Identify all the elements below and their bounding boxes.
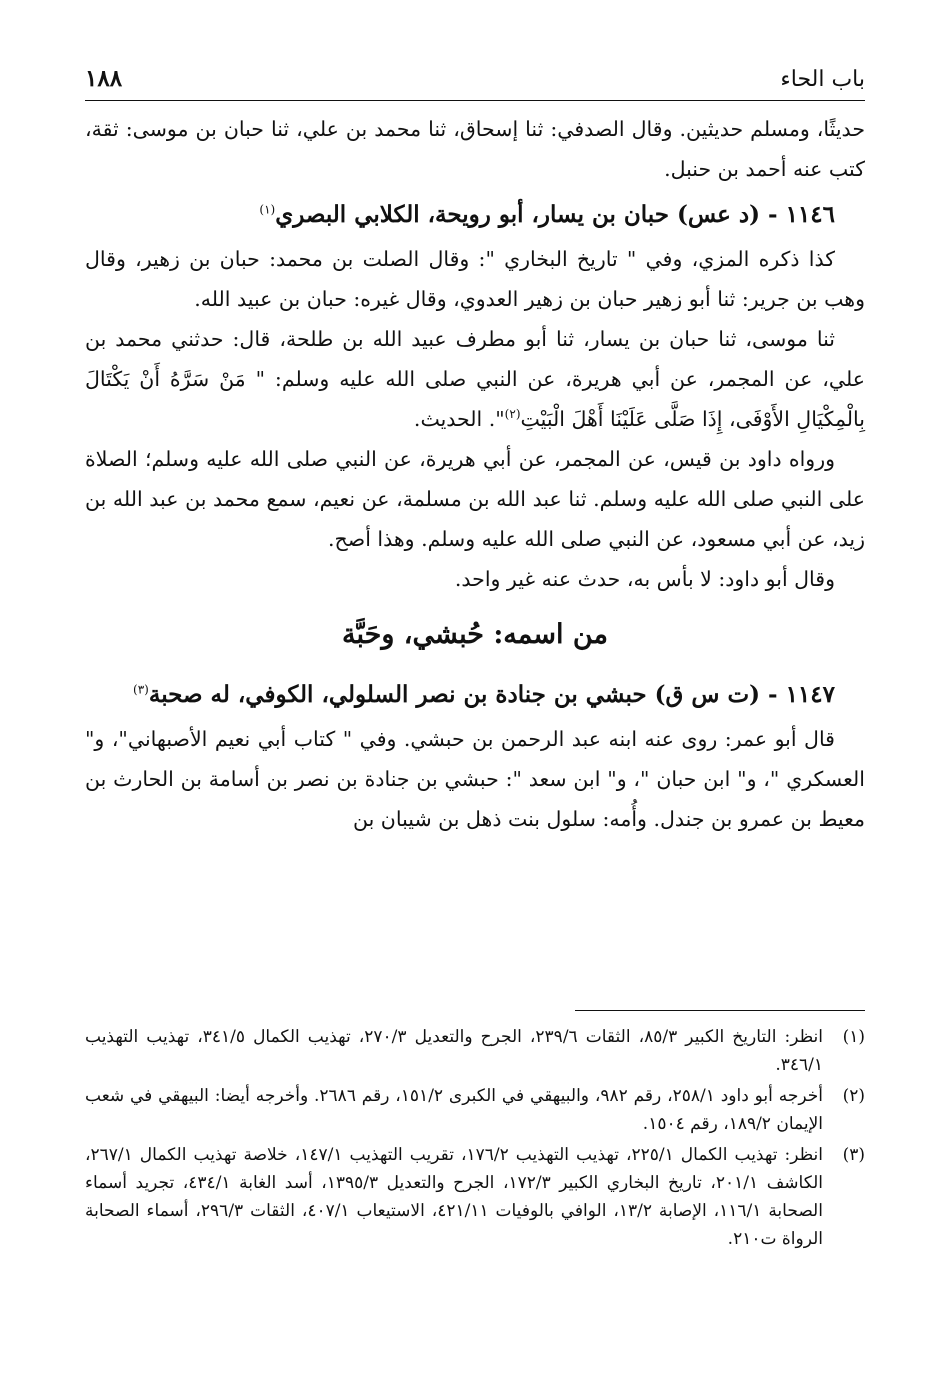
footnote-ref-2[interactable]: (٢)	[504, 407, 521, 422]
footnote-2	[85, 1082, 865, 1138]
page-number: ١٨٨	[85, 65, 123, 92]
header-rule	[85, 100, 865, 101]
page-body	[85, 60, 865, 839]
footnote-text: انظر: التاريخ الكبير ٨٥/٣، الثقات ٢٣٩/٦، الجرح والتعديل ٢٧٠/٣، تهذيب الكمال ٣٤١/٥، تهذيب التهذيب ٣٤٦/١.	[85, 1027, 824, 1075]
footnote-ref-1[interactable]: (١)	[259, 202, 276, 217]
entry-title-1147	[85, 673, 865, 717]
section-heading: من اسمه: حُبشي، وحَبَّة	[342, 619, 608, 650]
footnote-ref-3[interactable]: (٣)	[133, 682, 149, 697]
paragraph-1146-c: ورواه داود بن قيس، عن المجمر، عن أبي هريرة، عن النبي صلى الله عليه وسلم؛ الصلاة على النبي صلى الله عليه وسلم. ثنا عبد الله بن مسلمة، عن نعيم، سمع محمد بن عبد الله بن زيد، عن أبي مسعود، عن النبي صلى الله عليه وسلم. وهذا أصح.	[85, 447, 865, 551]
paragraph-1146-b-end: ". الحديث.	[413, 407, 505, 431]
footnote-number: (٣)	[842, 1145, 865, 1165]
paragraph-1147-a: قال أبو عمر: روى عنه ابنه عبد الرحمن بن حبشي. وفي " كتاب أبي نعيم الأصبهاني"، و" العسكري "، و" ابن حبان "، و" ابن سعد ": حبشي بن جنادة بن نصر بن أسامة بن الحارث بن معيط بن عمرو بن جندل. وأُمه: سلول بنت ذهل بن شيبان بن	[85, 727, 865, 831]
entry-title-1146	[85, 193, 865, 237]
paragraph-1146-b-text: ثنا موسى، ثنا حبان بن يسار، ثنا أبو مطرف عبيد الله بن طلحة، قال: حدثني محمد بن علي، عن المجمر، عن أبي هريرة، عن النبي صلى الله عليه وسلم: " مَنْ سَرَّهُ أَنْ يَكْتَالَ بِالْمِكْيَالِ الأَوْفَى، إِذَا صَلَّى عَلَيْنَا أَهْلَ الْبَيْتِ	[85, 327, 865, 431]
paragraph-1146-a: كذا ذكره المزي، وفي " تاريخ البخاري ": وقال الصلت بن محمد: حبان بن زهير، وقال وهب بن جرير: ثنا أبو زهير حبان بن زهير العدوي، وقال غيره: حبان بن عبيد الله.	[85, 247, 865, 311]
footnote-text: انظر: تهذيب الكمال ٢٢٥/١، تهذيب التهذيب ١٧٦/٢، تقريب التهذيب ١٤٧/١، خلاصة تهذيب الكمال ٢٦٧/١، الكاشف ٢٠١/١، تاريخ البخاري الكبير ١٧٢/٣، الجرح والتعديل ١٣٩٥/٣، أسد الغابة ٤٣٤/١، تجريد أسماء الصحابة ١١٦/١، الإصابة ١٣/٢، الوافي بالوفيات ٤٢١/١١، الاستيعاب ٤٠٧/١، الثقات ٢٩٦/٣، أسماء الصحابة الرواة ت٢١٠.	[85, 1145, 824, 1249]
paragraph-1146-b	[85, 319, 865, 439]
running-header	[85, 60, 865, 98]
paragraph-intro: حديثًا، ومسلم حديثين. وقال الصدفي: ثنا إسحاق، ثنا محمد بن علي، ثنا حبان بن موسى: ثقة، كتب عنه أحمد بن حنبل.	[85, 117, 865, 181]
entry-title-1146-text: ١١٤٦ - (د عس) حبان بن يسار، أبو رويحة، الكلابي البصري	[275, 201, 835, 228]
footnote-number: (٢)	[842, 1086, 865, 1106]
footnote-number: (١)	[842, 1027, 865, 1047]
chapter-title: باب الحاء	[780, 67, 865, 92]
paragraph-1146-d: وقال أبو داود: لا بأس به، حدث عنه غير واحد.	[454, 567, 835, 591]
entry-title-1147-text: ١١٤٧ - (ت س ق) حبشي بن جنادة بن نصر السلولي، الكوفي، له صحبة	[148, 681, 835, 708]
footnotes	[85, 1010, 865, 1256]
footnote-text: أخرجه أبو داود ٢٥٨/١، رقم ٩٨٢، والبيهقي في الكبرى ١٥١/٢، رقم ٢٦٨٦. وأخرجه أيضا: البيهقي في شعب الإيمان ١٨٩/٢، رقم ١٥٠٤.	[85, 1086, 823, 1134]
footnote-3	[85, 1141, 865, 1253]
footnote-1	[85, 1023, 865, 1079]
footnote-rule	[575, 1010, 865, 1011]
